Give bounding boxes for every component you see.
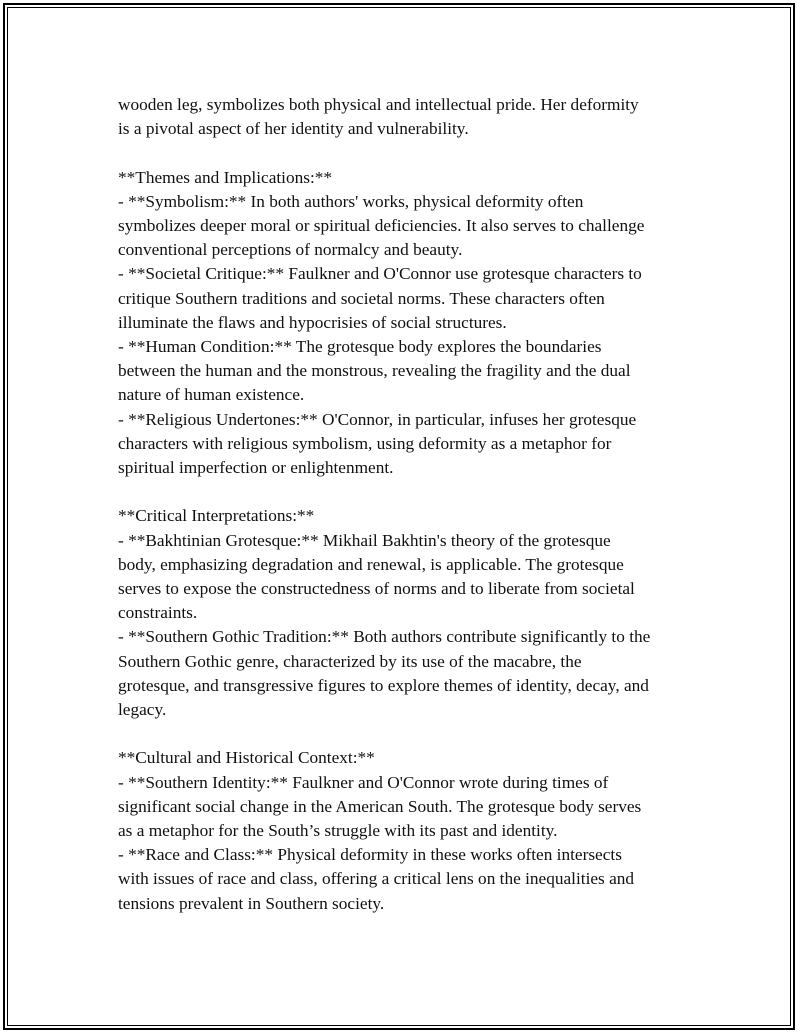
text-line: - **Societal Critique:** Faulkner and O'Connor use grotesque characters to (118, 264, 642, 284)
list-item (118, 529, 698, 626)
text-line: characters with religious symbolism, using deformity as a metaphor for (118, 433, 612, 453)
intro-paragraph (118, 93, 698, 141)
paragraph-gap (118, 141, 698, 165)
text-line: - **Religious Undertones:** O'Connor, in particular, infuses her grotesque (118, 409, 637, 429)
text-line: spiritual imperfection or enlightenment. (118, 458, 394, 478)
text-line: illuminate the flaws and hypocrisies of social structures. (118, 312, 507, 332)
section-heading: **Themes and Implications:** (118, 167, 333, 187)
text-line: Southern Gothic genre, characterized by its use of the macabre, the (118, 651, 582, 671)
section-heading: **Cultural and Historical Context:** (118, 748, 375, 768)
list-item (118, 262, 698, 335)
text-line: critique Southern traditions and societal norms. These characters often (118, 288, 605, 308)
text-line: conventional perceptions of normalcy and beauty. (118, 240, 463, 260)
text-line: significant social change in the American South. The grotesque body serves (118, 796, 642, 816)
text-line: - **Southern Gothic Tradition:** Both authors contribute significantly to the (118, 627, 651, 647)
text-line: - **Symbolism:** In both authors' works, physical deformity often (118, 191, 584, 211)
text-line: serves to expose the constructedness of norms and to liberate from societal (118, 579, 635, 599)
text-line: wooden leg, symbolizes both physical and intellectual pride. Her deformity (118, 95, 639, 114)
text-line: nature of human existence. (118, 385, 305, 405)
text-line: - **Southern Identity:** Faulkner and O'Connor wrote during times of (118, 772, 609, 792)
text-line: symbolizes deeper moral or spiritual deficiencies. It also serves to challenge (118, 216, 645, 235)
list-item (118, 771, 698, 844)
text-line: - **Race and Class:** Physical deformity in these works often intersects (118, 845, 622, 865)
text-line: legacy. (118, 700, 167, 720)
section-heading: **Critical Interpretations:** (118, 506, 315, 526)
text-line: grotesque, and transgressive figures to explore themes of identity, decay, and (118, 675, 649, 695)
text-line: with issues of race and class, offering a critical lens on the inequalities and (118, 869, 635, 889)
list-item (118, 190, 698, 263)
list-item (118, 335, 698, 408)
text-line: as a metaphor for the South’s struggle with its past and identity. (118, 821, 558, 841)
paragraph-gap (118, 722, 698, 746)
section (118, 166, 698, 481)
text-line: is a pivotal aspect of her identity and vulnerability. (118, 119, 469, 139)
text-line: - **Bakhtinian Grotesque:** Mikhail Bakhtin's theory of the grotesque (118, 530, 611, 550)
text-line: tensions prevalent in Southern society. (118, 893, 385, 913)
text-line: between the human and the monstrous, revealing the fragility and the dual (118, 361, 631, 381)
section (118, 504, 698, 722)
section (118, 746, 698, 915)
paragraph-gap (118, 480, 698, 504)
list-item (118, 625, 698, 722)
list-item (118, 843, 698, 916)
document-body (118, 93, 698, 916)
text-line: - **Human Condition:** The grotesque body explores the boundaries (118, 337, 602, 357)
text-line: constraints. (118, 603, 198, 623)
list-item (118, 408, 698, 481)
text-line: body, emphasizing degradation and renewal, is applicable. The grotesque (118, 554, 624, 574)
